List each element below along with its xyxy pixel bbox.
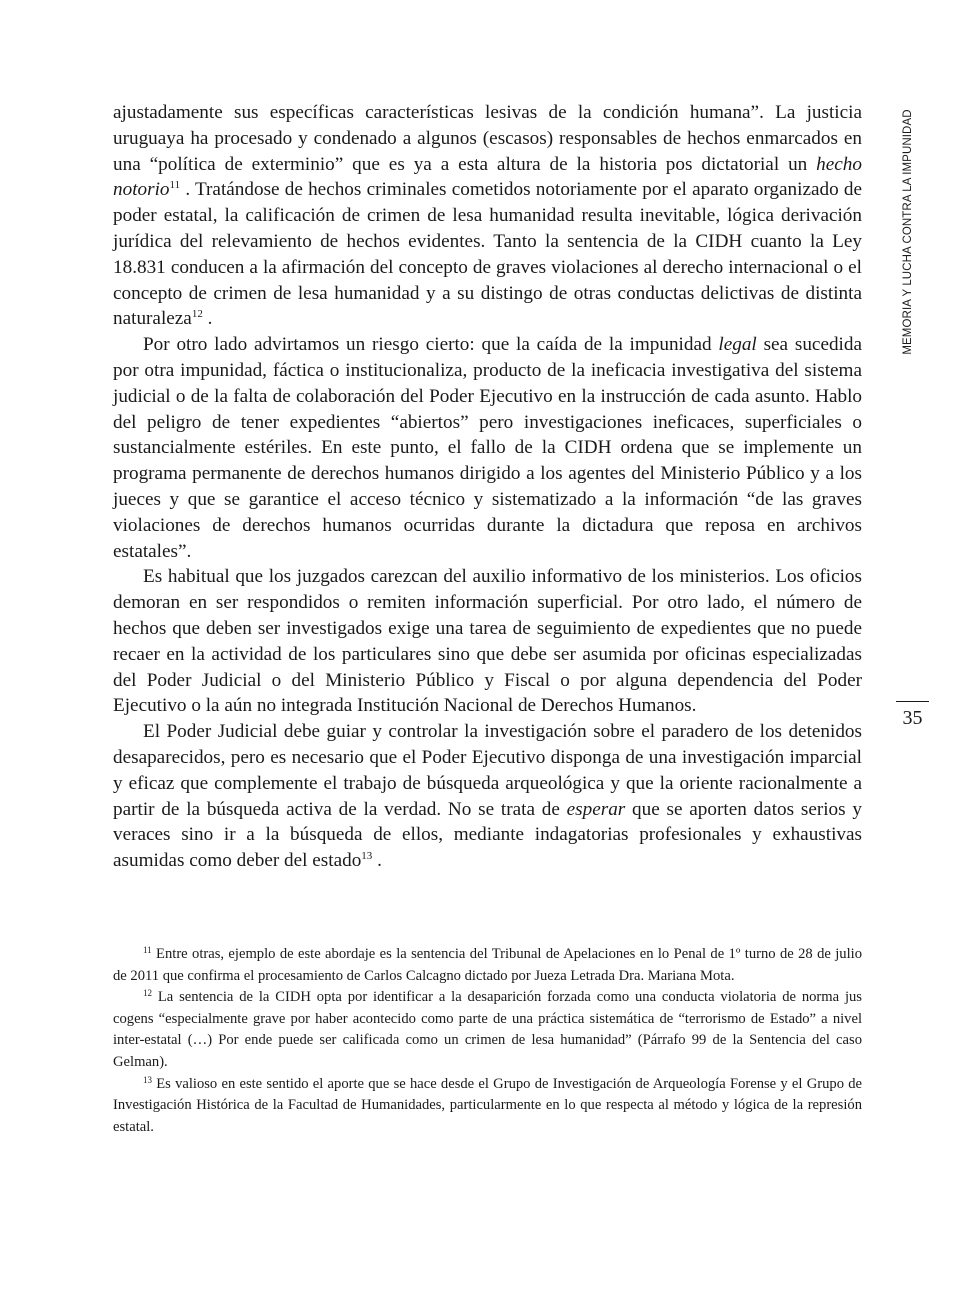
footnote-text: Es valioso en este sentido el aporte que se hace desde el Grupo de Investigación de Arqueología Forense y el Grupo de Investigación Histórica de la Facultad de Humanidades, particularmente en lo que respecta al método y lógica de la represión estatal. — [113, 1075, 862, 1135]
emphasis: legal — [718, 334, 757, 356]
paragraph — [113, 332, 862, 564]
text-run: que se aporten datos serios y veraces sino ir a la búsqueda de ellos, mediante indagatorias profesionales y exhaustivas asumidas como deber del estado — [113, 798, 862, 872]
text-run: El Poder Judicial debe guiar y controlar la investigación sobre el paradero de los detenidos desaparecidos, pero es necesario que el Poder Ejecutivo disponga de una investigación imparcial y eficaz que complemente el trabajo de búsqueda arqueológica y que la oriente racionalmente a partir de la búsqueda activa de la verdad. No se trata de — [113, 721, 862, 820]
text-run: ajustadamente sus específicas características lesivas de la condición humana”. La justicia uruguaya ha procesado y condenado a algunos (escasos) responsables de hechos enmarcados en una “política de exterminio” que es ya a esta altura de la historia pos dictatorial un — [113, 102, 862, 175]
footnote-ref[interactable]: 13 — [361, 850, 373, 863]
footnote — [113, 944, 862, 987]
footnote — [113, 1074, 862, 1139]
text-run: . — [372, 850, 382, 872]
paragraph — [113, 564, 862, 719]
emphasis: hecho notorio — [113, 153, 862, 201]
footnote-ref[interactable]: 11 — [169, 179, 181, 192]
footnote-mark: 11 — [143, 945, 152, 955]
footnote-ref[interactable]: 12 — [191, 308, 203, 321]
text-run: sea sucedida por otra impunidad, fáctica o institucionaliza, producto de la ineficacia investigativa del sistema judicial o de la falta de colaboración del Poder Ejecutivo en la instrucción de cada asunto. Hablo del peligro de tener expedientes “abiertos” pero investigaciones ineficaces, superficiales o sustancialmente estériles. En este punto, el fallo de la CIDH ordena que se implemente un programa permanente de derechos humanos dirigido a los agentes del Ministerio Público y a los jueces y que se garantice el acceso técnico y sistematizado a la información “de las graves violaciones de derechos humanos ocurridas durante la dictadura que reposa en archivos estatales”. — [113, 334, 862, 562]
footnote-mark: 13 — [143, 1074, 152, 1085]
body-text — [113, 100, 862, 874]
page-number: 35 — [902, 707, 923, 729]
page-number-rule — [896, 701, 929, 702]
paragraph — [113, 100, 862, 332]
footnote-text: Entre otras, ejemplo de este abordaje es la sentencia del Tribunal de Apelaciones en lo Penal de 1º turno de 28 de julio de 2011 que confirma el procesamiento de Carlos Calcagno dictado por Jueza Letrada Dra. Mariana Mota. — [113, 946, 862, 984]
footnote — [113, 987, 862, 1073]
text-run: . — [202, 308, 213, 330]
footnote-text: La sentencia de la CIDH opta por identificar a la desaparición forzada como una conducta violatoria de norma jus cogens “especialmente grave por haber acontecido como parte de una práctica sistemática de “terrorismo de Estado” a nivel inter-estatal (…) Por ende puede ser calificada como un crimen de lesa humanidad” (Párrafo 99 de la Sentencia del caso Gelman). — [113, 989, 862, 1070]
paragraph — [113, 719, 862, 874]
text-run: Es habitual que los juzgados carezcan del auxilio informativo de los ministerios. Los oficios demoran en ser respondidos o remiten información superficial. Por otro lado, el número de hechos que deben ser investigados exige una tarea de seguimiento de expedientes que no puede recaer en la actividad de los particulares sino que debe ser asumida por oficinas especializadas del Poder Judicial o del Ministerio Público y Fiscal o por alguna dependencia del Poder Ejecutivo o la aún no integrada Institución Nacional de Derechos Humanos. — [113, 566, 862, 717]
footnote-mark: 12 — [143, 988, 152, 999]
text-run: . Tratándose de hechos criminales cometidos notoriamente por el aparato organizado de poder estatal, la calificación de crimen de lesa humanidad resulta inevitable, lógica derivación jurídica del relevamiento de hechos evidentes. Tanto la sentencia de la CIDH cuanto la Ley 18.831 conducen a la afirmación del concepto de graves violaciones al derecho internacional o el concepto de crimen de lesa humanidad y a su distingo de otras conductas delictivas de distinta naturaleza — [113, 179, 862, 330]
footnotes — [113, 944, 862, 1138]
running-head-text: MEMORIA Y LUCHA CONTRA LA IMPUNIDAD — [902, 109, 914, 355]
emphasis: esperar — [566, 798, 626, 820]
text-run: Por otro lado advirtamos un riesgo cierto: que la caída de la impunidad — [143, 334, 719, 356]
